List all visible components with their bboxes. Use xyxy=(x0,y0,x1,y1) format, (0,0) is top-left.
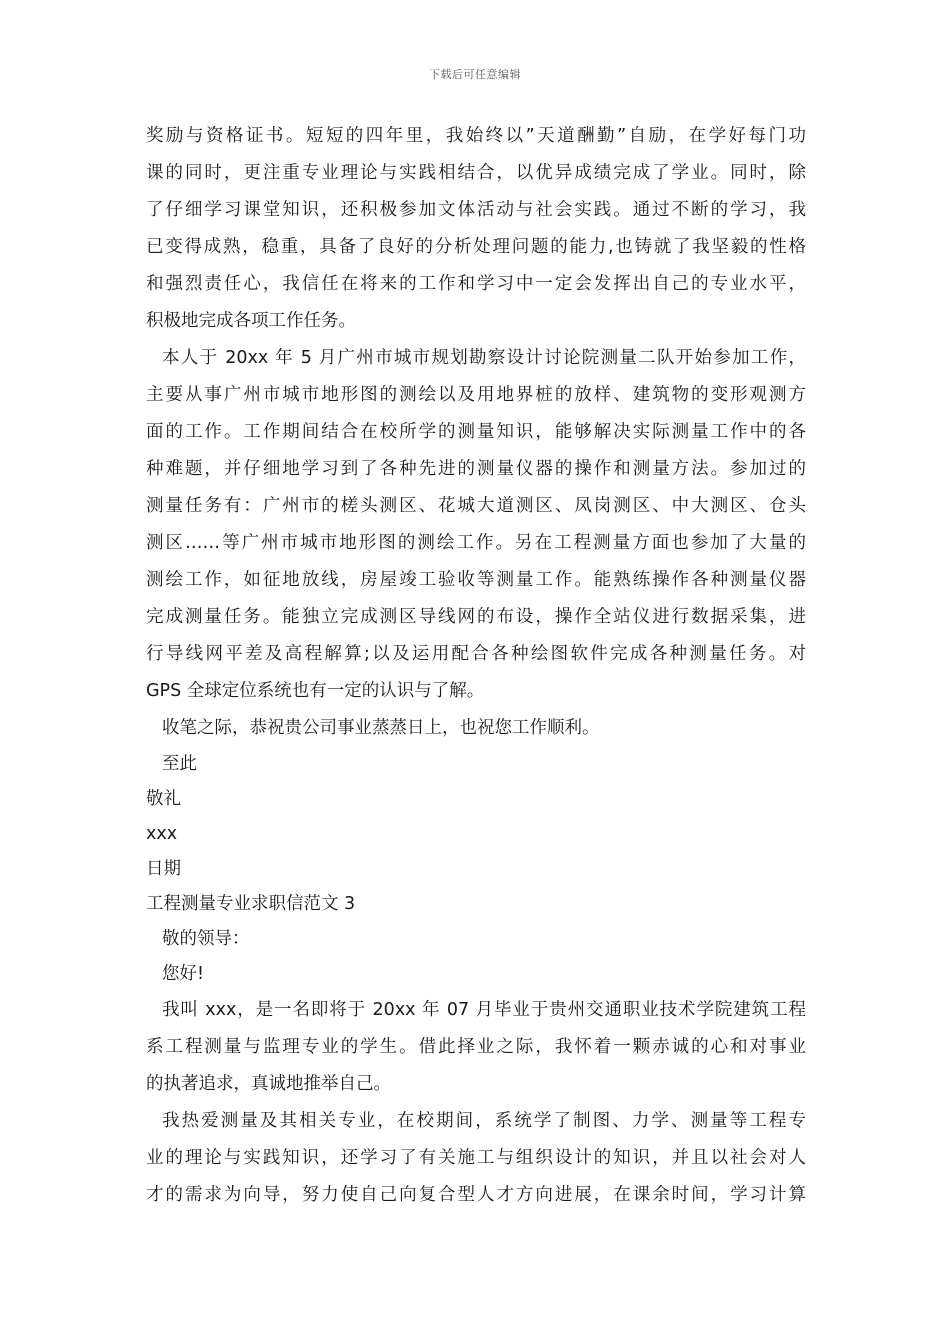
text-line: 完成测量任务。能独立完成测区导线网的布设，操作全站仪进行数据采集，进 xyxy=(146,607,806,627)
text-line: 业的理论与实践知识，还学习了有关施工与组织设计的知识，并且以社会对人 xyxy=(146,1148,806,1168)
closing-regards-2: 敬礼 xyxy=(146,789,181,809)
text-line: 本人于 20xx 年 5 月广州市城市规划勘察设计讨论院测量二队开始参加工作， xyxy=(162,348,806,368)
text-line: 主要从事广州市城市地形图的测绘以及用地界桩的放样、建筑物的变形观测方 xyxy=(146,385,806,405)
text-line: 奖励与资格证书。短短的四年里，我始终以”天道酬勤”自励，在学好每门功 xyxy=(146,126,806,146)
text-line: 课的同时，更注重专业理论与实践相结合，以优异成绩完成了学业。同时，除 xyxy=(146,163,806,183)
text-line: 我热爱测量及其相关专业，在校期间，系统学了制图、力学、测量等工程专 xyxy=(162,1111,806,1131)
text-line: 已变得成熟，稳重，具备了良好的分析处理问题的能力,也铸就了我坚毅的性格 xyxy=(146,237,806,257)
text-line: 收笔之际，恭祝贵公司事业蒸蒸日上，也祝您工作顺利。 xyxy=(162,718,600,738)
page-header: 下载后可任意编辑 xyxy=(429,68,521,81)
text-line: 面的工作。工作期间结合在校所学的测量知识，能够解决实际测量工作中的各 xyxy=(146,422,806,442)
closing-regards-1: 至此 xyxy=(162,754,197,774)
section-title: 工程测量专业求职信范文 3 xyxy=(146,894,356,914)
text-line: 系工程测量与监理专业的学生。借此择业之际，我怀着一颗赤诚的心和对事业 xyxy=(146,1037,806,1057)
text-line: 种难题，并仔细地学习到了各种先进的测量仪器的操作和测量方法。参加过的 xyxy=(146,459,806,479)
greeting: 您好! xyxy=(162,964,205,984)
text-line: 我叫 xxx，是一名即将于 20xx 年 07 月毕业于贵州交通职业技术学院建筑工程 xyxy=(162,1000,806,1020)
text-line: 行导线网平差及高程解算;以及运用配合各种绘图软件完成各种测量任务。对 xyxy=(146,644,806,664)
paragraph-closing-wish xyxy=(146,710,806,747)
paragraph-awards xyxy=(146,118,806,340)
document-body xyxy=(146,118,806,1214)
text-line: GPS 全球定位系统也有一定的认识与了解。 xyxy=(146,681,485,701)
letter-closing xyxy=(146,747,806,887)
text-line: 测绘工作，如征地放线，房屋竣工验收等测量工作。能熟练操作各种测量仪器 xyxy=(146,570,806,590)
text-line: 才的需求为向导，努力使自己向复合型人才方向进展，在课余时间，学习计算 xyxy=(146,1185,806,1205)
text-line: 积极地完成各项工作任务。 xyxy=(146,311,356,331)
text-line: 测量任务有：广州市的槎头测区、花城大道测区、凤岗测区、中大测区、仓头 xyxy=(146,496,806,516)
text-line: 测区……等广州市城市地形图的测绘工作。另在工程测量方面也参加了大量的 xyxy=(146,533,806,553)
salutation: 敬的领导： xyxy=(162,929,250,949)
text-line: 和强烈责任心，我信任在将来的工作和学习中一定会发挥出自己的专业水平， xyxy=(146,274,806,294)
paragraph-self-intro xyxy=(146,992,806,1103)
signature-date: 日期 xyxy=(146,859,181,879)
paragraph-studies xyxy=(146,1103,806,1214)
paragraph-work-experience xyxy=(146,340,806,710)
section-3 xyxy=(146,887,806,1214)
text-line: 了仔细学习课堂知识，还积极参加文体活动与社会实践。通过不断的学习，我 xyxy=(146,200,806,220)
text-line: 的执著追求，真诚地推举自己。 xyxy=(146,1074,391,1094)
signature-name: xxx xyxy=(146,824,178,844)
